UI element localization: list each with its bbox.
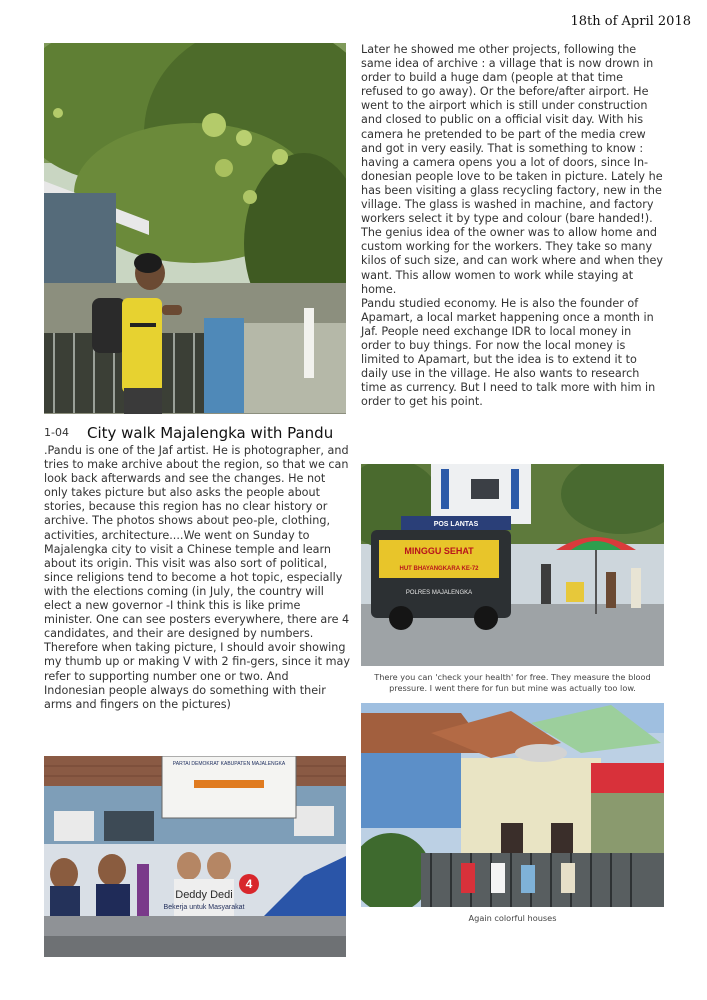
van-banner-sub: HUT BHAYANGKARA KE-72 (399, 566, 479, 572)
caption-van: There you can 'check your health' for free. They measure the blood pressure. I went there for fun but mine was actually too low. (374, 672, 651, 693)
poster-banner-text: PARTAI DEMOKRAT KABUPATEN MAJALENGKA (172, 761, 286, 767)
section-heading (44, 422, 354, 442)
poster-slogan: Bekerja untuk Masyarakat (163, 904, 245, 911)
page-date: 18th of April 2018 (570, 14, 691, 29)
section-number: 1-04 (44, 426, 69, 439)
right-paragraph-2: Pandu studied economy. He is also the founder of Apamart, a local market happening once a month in Jaf. People need exchange IDR to local money in order to buy things. For now the local money is limited to Apamart, but the idea is to extend it to daily use in the village. He also wants to research time as currency. But I need to talk more with him in order to get his point. (361, 296, 656, 409)
poster-candidates: Deddy Dedi (175, 889, 233, 901)
section-title: City walk Majalengka with Pandu (86, 423, 334, 442)
police-post-sign: POS LANTAS (433, 521, 479, 528)
van-banner: MINGGU SEHAT (404, 546, 474, 556)
photo-colorful-houses (361, 703, 664, 907)
photo-boy-under-tree (44, 43, 346, 414)
right-paragraph-1: Later he showed me other projects, following the same idea of archive : a village that is now drown in order to build a huge dam (people at that time refused to go away). Or the before/after airport. He went to the airport which is still under construction and closed to public on a official visit day. With his camera he pretended to be part of the media crew and got in very easily. That is something to know : having a camera opens you a lot of doors, since In-donesian people love to be taken in picture. Lately he has been visiting a glass recycling factory, new in the village. The glass is washed in machine, and factory workers select it by type and colour (bare handed!). The genius idea of the owner was to allow home and custom working for the workers. They take so many kilos of such size, and can work where and when they want. This allow women to work while staying at home. (361, 43, 663, 296)
right-column-text (361, 43, 663, 409)
left-column-text (44, 444, 350, 712)
photo-police-van (361, 464, 664, 666)
van-footer: POLRES MAJALENGKA (405, 590, 473, 596)
caption-houses: Again colorful houses (468, 913, 557, 923)
photo-election-posters (44, 756, 346, 957)
left-paragraph: .Pandu is one of the Jaf artist. He is photographer, and tries to make archive about the region, so that we can look back afterwards and see the changes. He not only takes picture but also asks the people about stories, because this region has no clear history or archive. The photos shows about peo-ple, clothing, activities, architecture....We went on Sunday to Majalengka city to visit a Chinese temple and learn about its origin. This visit was also sort of political, since religions tend to become a hot topic, especially with the elections coming (in July, the country will elect a new governor -I think this is like prime minister. One can see posters everywhere, there are 4 candidates, and their are designed by numbers. Therefore when taking picture, I should avoir showing my thumb up or making V with 2 fin-gers, since it may refer to supporting number one or two. And Indonesian people always do something with their arms and fingers on the pictures) (44, 444, 350, 711)
poster-number: 4 (245, 877, 253, 891)
